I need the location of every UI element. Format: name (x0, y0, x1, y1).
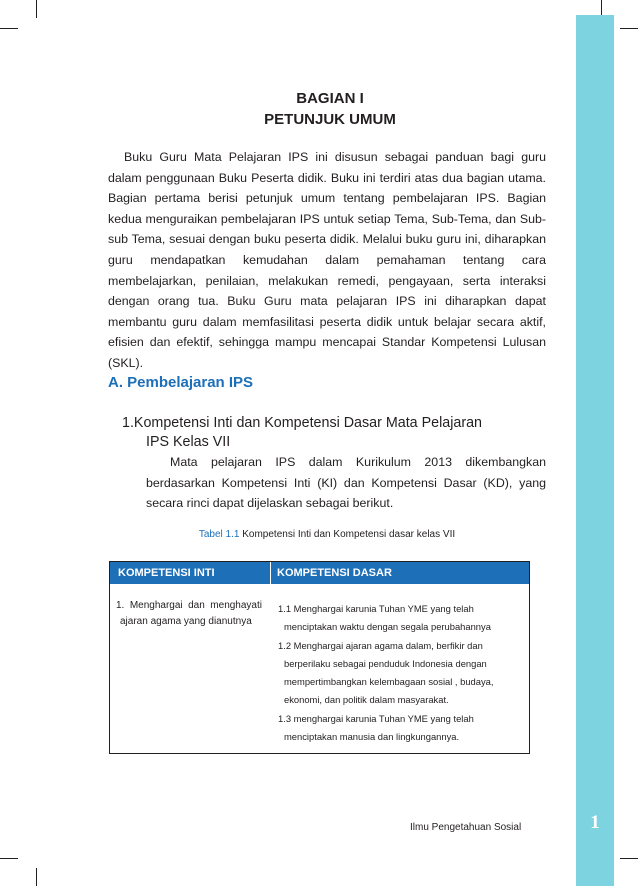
part-heading: BAGIAN I (296, 90, 364, 107)
ki-cell (116, 598, 262, 630)
header-kompetensi-inti: KOMPETENSI INTI (118, 567, 215, 579)
kd-line: berperilaku sebagai penduduk Indonesia dengan (284, 657, 487, 669)
kd-line: ekonomi, dan politik dalam masyarakat. (284, 694, 449, 706)
table-caption-label: Tabel 1.1 (198, 529, 240, 540)
subsection-heading-line1: 1.Kompetensi Inti dan Kompetensi Dasar Mata Pelajaran (122, 415, 483, 431)
intro-paragraph: Buku Guru Mata Pelajaran IPS ini disusun sebagai panduan bagi guru dalam penggunaan Buku Peserta didik. Buku ini terdiri atas dua bagian utama. Bagian pertama berisi petunjuk umum tentang pembelajaran IPS. Bagian kedua menguraikan pembelajaran IPS untuk setiap Tema, Sub-Tema, dan Sub-sub Tema, sesuai dengan buku peserta didik. Melalui buku guru ini, diharapkan guru mendapatkan kemudahan dalam pemahaman tentang cara membelajarkan, penilaian, melakukan remedi, pengayaan, serta interaksi dengan orang tua. Buku Guru mata pelajaran IPS ini diharapkan dapat membantu guru dalam memfasilitasi peserta didik untuk belajar secara aktif, efisien dan efektif, sehingga mampu mencapai Standar Kompetensi Lulusan (SKL). (108, 150, 546, 370)
table-caption (108, 529, 546, 540)
side-color-strip (576, 15, 614, 886)
subsection-paragraph: Mata pelajaran IPS dalam Kurikulum 2013 dikembangkan berdasarkan Kompetensi Inti (KI) dan Kompetensi Dasar (KD), yang secara rinci dapat dijelaskan sebagai berikut. (146, 455, 546, 511)
header-divider (270, 562, 271, 584)
ki-line: 1. Menghargai dan menghayati (116, 600, 262, 611)
chapter-title: PETUNJUK UMUM (264, 111, 396, 128)
crop-mark (36, 868, 37, 886)
subsection-heading-line2: IPS Kelas VII (146, 434, 231, 450)
page-number: 1 (590, 812, 600, 833)
crop-mark (0, 858, 18, 859)
crop-mark (0, 28, 18, 29)
crop-mark (36, 0, 37, 18)
kd-line: 1.1 Menghargai karunia Tuhan YME yang telah (278, 603, 474, 614)
header-kompetensi-dasar: KOMPETENSI DASAR (277, 567, 392, 579)
competency-table (109, 561, 530, 754)
crop-mark (620, 858, 638, 859)
crop-mark (620, 28, 638, 29)
table-caption-text: Kompetensi Inti dan Kompetensi dasar kelas VII (239, 529, 456, 540)
section-heading-a: A. Pembelajaran IPS (108, 374, 254, 391)
kd-line: menciptakan manusia dan lingkungannya. (284, 731, 460, 743)
kd-cell (278, 600, 528, 746)
kd-line: 1.3 menghargai karunia Tuhan YME yang telah (278, 712, 474, 724)
footer-subject: Ilmu Pengetahuan Sosial (410, 822, 522, 833)
kd-line: menciptakan waktu dengan segala perubahannya (284, 621, 491, 633)
ki-line: ajaran agama yang dianutnya (120, 616, 252, 627)
kd-line: mempertimbangkan kelembagaan sosial , budaya, (284, 676, 494, 688)
kd-line: 1.2 Menghargai ajaran agama dalam, berfikir dan (278, 639, 483, 651)
table-header-row (110, 562, 529, 584)
subsection-heading (122, 414, 546, 452)
